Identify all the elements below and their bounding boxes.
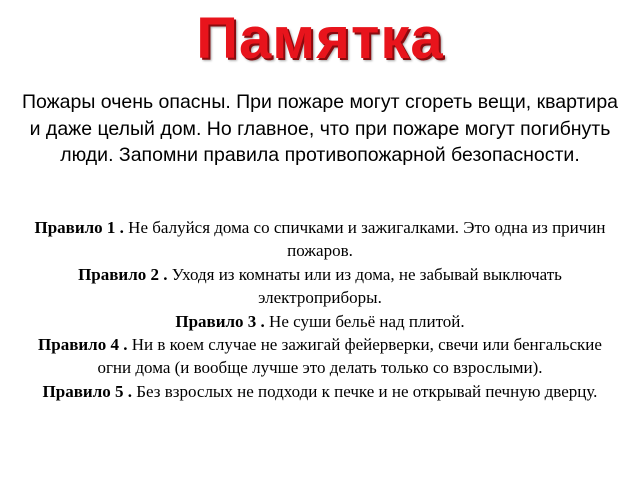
rules-list: [20, 216, 620, 403]
rule-3-text: Не суши бельё над плитой.: [264, 311, 465, 331]
rule-1-label: Правило 1 .: [34, 218, 124, 237]
rule-3-label: Правило 3 .: [175, 311, 265, 331]
rule-2-label: Правило 2 .: [78, 264, 168, 284]
rule-1: [20, 216, 620, 263]
rule-3: [20, 310, 620, 333]
rule-4-label: Правило 4 .: [38, 335, 128, 355]
rule-5-label: Правило 5 .: [42, 381, 132, 401]
rule-4: [20, 333, 620, 380]
rule-2: [20, 263, 620, 310]
intro-paragraph: Пожары очень опасны. При пожаре могут сгореть вещи, квартира и даже целый дом. Но главное, что при пожаре могут погибнуть люди. Запомни правила противопожарной безопасности.: [21, 91, 619, 166]
rule-1-text: Не балуйся дома со спичками и зажигалками. Это одна из причин пожаров.: [123, 218, 606, 261]
rule-5: [20, 380, 620, 403]
rule-2-text: Уходя из комнаты или из дома, не забывай выключать электроприборы.: [167, 264, 562, 308]
rule-4-text: Ни в коем случае не зажигай фейерверки, свечи или бенгальские огни дома (и вообще лучше это делать только со взрослыми).: [97, 335, 602, 378]
page-title: Памятка: [196, 6, 444, 71]
rule-5-text: Без взрослых не подходи к печке и не открывай печную дверцу.: [132, 381, 598, 401]
